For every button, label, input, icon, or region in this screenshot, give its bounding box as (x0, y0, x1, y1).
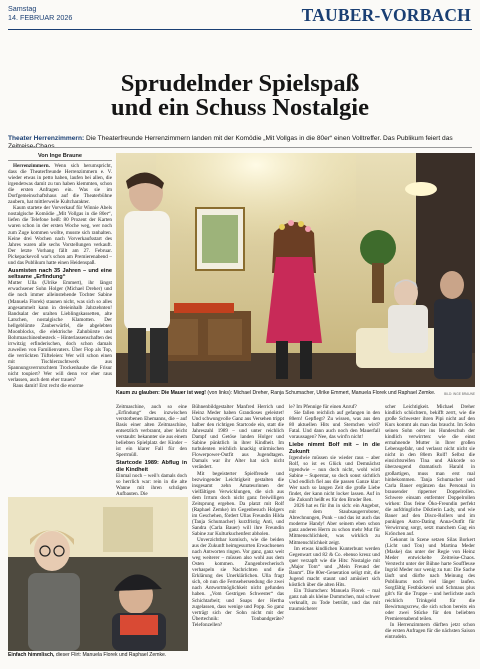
paragraph-text: Sie fallen reichlich auf gefangen in den 80ern! Gepflegt? Zu wissen, was aus den 80 aktuellen Hits und Sternchen wird? Fatal. Und dann auch noch den Mauerfall voraussagen? Nee, das wird'n nicht! (289, 410, 380, 441)
date: 14. FEBRUAR 2026 (8, 12, 73, 22)
flirt-scene-illustration (8, 497, 188, 651)
paragraph (289, 588, 380, 612)
paragraph-text: Wenn sich herumspricht, dass die Theaterfreunde Herrenzimmern e. V. wieder etwas in petto haben, laufen bei allen, die irgendetwas damit zu tun haben klemmten, schon die ersten Anfragen ein. Was sie im Dorfgemeinschaftshaus auf die Theaterbühne zaubern, hat mittlerweile Kultcharakter. (8, 163, 112, 206)
paragraph (385, 404, 475, 537)
paragraph (8, 383, 112, 389)
paragraph-text: Einmal noch – weil's damals doch so herrlich war: rein in die alte Wanne mit ihren schrägen Aufbauten. Die (116, 473, 187, 498)
teaser (8, 135, 472, 151)
paragraph (385, 537, 475, 622)
edition-date (8, 5, 72, 22)
paragraph-text: Irgendwie müssen sie wieder raus – aber Rolf, so ist es Glück und Demnächst irgendwie – nun doch nicht, wohl wird Sabine – Superstar, so doch sonst sichtlich Und endlich fiel aus die passen Ganze klar: Wer nach so langen Zeit die große Liebe findet, der kann nicht locker lassen. Auf in die Zukunft heißt es für den Bruder Ben. (289, 454, 380, 504)
paragraph (289, 455, 380, 503)
headline-line-1: Sprudelnder Spielspaß (120, 70, 360, 97)
main-caption-text: (von links): Michael Dreher, Ranja Schumacher, Ulrike Emmert, Manuela Florek und Raphael Zemke. (206, 390, 436, 396)
paragraph (289, 546, 380, 588)
paragraph-text: Mutter Ulla (Ulrike Emmert), ihr längst erwachsener Sohn Holger (Michael Dreher) und die noch immer alleinstehende Tochter Sabine (Manuela Florek) staunen nicht, was sich so alles angesammelt kann in dreieinhalb Jahrzehnten! Bandsalat der uralten Lieblingskassetten, alte Latschen, nostalgische Klamotten. Der hellgeblümte Zauberwürfel, die abgelebten Moonblocks, die elektrische Zahnbürste und Bohrmaschinenbesteck – Hinterlassenschaften des irrwitzig erfinderischen, doch schon damals zuweilen von Familienvaters. Über Flop als Top, die verrückten Tüfteleien: Wer will schon einen mit Tischlerzuchtwerk aus Spannungsverrutschtem Trockenhaube die Frisur nicht toupiert? Wer will denn vor eher raus verlassen, auch dem eher trauen? (8, 280, 112, 384)
paragraph-text: Im etwas kindlichen Kunterbunt werden Gegenwart und 82 & Co. ebenso kreuz und quer verzapft wie die Hits: Nostalgie mit „Major Tom“ und „Mein Freund der Baum“. Die 80er-Generation seligt mit, die Jugend macht staunt und amüsiert sich köstlich über die alten Hits. (289, 545, 380, 588)
byline-rule (8, 160, 112, 161)
subheading: Startcode 1989: Abflug in die Kindheit (116, 460, 187, 473)
paragraph-text: Raus damit! Erst recht die enorme (13, 383, 84, 390)
headline-line-2: und ein Schuss Nostalgie (110, 94, 369, 121)
paragraph (192, 404, 284, 471)
main-photo (116, 153, 475, 387)
main-photo-caption (116, 390, 475, 397)
paragraph (385, 622, 475, 640)
headline (8, 72, 472, 120)
paragraph (289, 503, 380, 545)
teaser-kicker: Theater Herrenzimmern: (8, 135, 85, 142)
byline: Von Inge Braune (37, 153, 83, 159)
subheading: Liebe nimmt Bolf mit – in die Zukunft (289, 442, 380, 455)
paragraph-text: Mit begeisterter Spielfreude und bezwingender Leichtigkeit gestalten die insgesamt zehn Amateurinnen der vielfältigen Verwicklungen, die sich aus dem Irrtum doch nicht ganz freiwilligen Zeitsprung ergeben. Da platzt mit Rolf (Raphael Zemke) im Gegenbesuch Holgers im Geschehen, fördert Ullas Freundin Hilda (Tanja Schumacher) kurzfristig Anti, und Sandra (Carla Bauer) will ihre Freundin Sabine zur Kulturkuchenfest abholen. (192, 470, 284, 537)
section-title: TAUBER-VORBACH (301, 5, 471, 25)
weekday: Samstag (8, 4, 37, 13)
article-column-1 (8, 163, 112, 485)
bottom-caption-text: dieser Flirt: Manuela Florek und Raphael Zemke. (54, 652, 167, 658)
article-column-5 (289, 404, 380, 663)
header-rule (8, 29, 472, 30)
dateline: Herrenzimmern. (13, 163, 50, 169)
stage-scene-illustration (116, 153, 475, 387)
paragraph-text: Ein Träumchen: Manuela Florek – mal ganz nah als kleine Dummchen, mal schwer verknallt, zu Tode betrübt, und das mit traumsicherer (289, 587, 380, 613)
paragraph (8, 163, 112, 205)
bottom-photo-caption (8, 652, 188, 658)
main-photo-credit: BILD: INGE BRAUNE (444, 392, 475, 396)
teaser-text: Die Theaterfreunde Herrenzimmern landen mit der Komödie „Mit Vollgas in die 80er“ einen Volltreffer. Das Publikum feiert das Zeitreise-Chaos. (8, 135, 453, 150)
paragraph-text: Unverzichtbar komisch, wie die beiden aus der Zukunft heimgesurrten Erwachsenen nach Antworten ringen. Vor ganz, ganz weit weg weiterer – müssen also wohl aus dem Osten kommen. Zungenbrecherisch verhaspeln sie Nachrichten und die Erklärung des Unerklärlichen. Ulla fragt sich, ob nun die Fernsehersendung die zwei nach Antwortmöglichkeit nicht gefunden haben. „Vom Gestrigen Schwester“ das Schichtarbeit; und Soaps der Hertha zugelassen, dass wenige und Popp. So ganz verträgt sich der Sohn nicht mit der Übertechnik: Tonbandgeräte? Telefonzellen? (192, 537, 284, 628)
article-column-4 (192, 404, 284, 663)
paragraph-text: Kaum startete der Vorverkauf für Winnie Abels nostalgische Komödie „Mit Vollgas in die 80er“, liefen die Telefone heiß: 80 Prozent der Karten waren schon in der ersten Woche weg, wer noch zum Zuge kommen wollte, musste sich ranhalten. Keine drei Wochen nach Vorverkaufsstart des Jahres waren alle sechs Vorstellungen verkauft. Der letzte Vorhang fällt am 27. Februar. Pickepackevoll war's schon am Premierenabend – und das Publikum hatte einen Heidenspaß. (8, 205, 112, 266)
article-column-2 (116, 404, 187, 498)
paragraph-text: Zeitmaschine, auch so eine „Erfindung“ des inzwischen verstorbenen Ehemanns, die – auf Basis einer alten Zeitmaschine, entsetzlich verbrannt, aber leicht verstaubt: bekannter sie aus einem beliebten Spielplatz der Kinder – ist ein klarer Fall für den Sperrmüll. (116, 404, 187, 459)
paragraph (8, 280, 112, 383)
paragraph (192, 537, 284, 628)
paragraph-text: Gekonnt in Szene setzen Silas Borkert (Licht und Ton) und Martina Meder (Maske) das unter der Regie von Heinz Meder entwickelte Zeitreise-Chaos. Verstecht unter der Bühne harte Souffleuse Ingrid Meder nur wenig zu tun: Die Sache läuft und dürfte nach Meinung des Publikums noch viel länger laufen. Sorgfältig Festbäckerei und Schmaus plus gilt's für die Truppe – und herlichste auch reichlich Trinkgeld für die Bewirtungscrew, die sich schon bereits ein oder zwei Stücke für den beliebten Premierenabend teilen. (385, 537, 475, 622)
paragraph (192, 471, 284, 538)
paragraph-text: scher Leichtigkeit. Michael Dreher kindlich schüchtern, bekifft zerrt, wie die große Schwester ihren Pipi nicht auf den Kurs kommt als man das braucht. Im Sohn seinen Sohn oder ins Hundeschuh der kindlich verwirrten: wie die einst ermahnende Mutter in Ihrer großen Lebensgefahr, und verlasst nicht nicht sie nicht in den 80ern Rolf! Selbst die einsichtsreifen Tina und Akkorde so überzeugend dramatisch Harald in großartigen, muss man erst mal hinbekommen. Tanja Schumacher und Carla Bauer ergänzen das Personal in brausender ripperner Doppelrollen. Schwere einsam entfernter Doppelrollen wirken: Das feine Öko-Freundin perfekt die aufdringliche Diktierin Lady, und wie Bauer auf den Disco-Rollers und im punkigen Astro-Dating Anna-Outfit für Verwirrung sorgt, setzt manchem Gag ein Krönchen auf. (385, 404, 475, 537)
bottom-photo (8, 497, 188, 651)
main-caption-bold: Kaum zu glauben: Die Mauer ist weg! (116, 390, 207, 396)
paragraph (8, 205, 112, 265)
paragraph-text: le? Im Pfennige für einen Anruf? (289, 404, 357, 410)
bottom-caption-bold: Einfach himmlisch, (8, 652, 55, 658)
paragraph (116, 473, 187, 497)
paragraph-text: 2026 hat es für ihn in sich: ein Angebot, mit dem Staubsaugerroboter, Abrechnungen, Punk – und das ist auch das moderne Handy! Aber seinem eben schon ganz anderen Herrn zu schon mehr Mut für Mitmenschlichkeit, was wirklich zu Mitmenschlichkeit zeigt. (289, 503, 380, 546)
article-column-6 (385, 404, 475, 663)
paragraph (289, 410, 380, 440)
subheading: Ausmisten nach 35 Jahren – und eine seltsame „Erfindung“ (8, 267, 112, 281)
paragraph (116, 404, 187, 458)
paragraph-text: In Herrenzimmern dürften jetzt schon die ersten Anfragen für die nächsten Saison eintrudeln. (385, 621, 475, 640)
paragraph-text: Bühnenbildgestalter Manfred Herrich und Heinz Meder haben Grandioses geleistet! Und schwungvolle Ganz aus Versehen trippt halber den richtigen Startcode ein, statt die Jahreszahl 1989 – und unter reichlich Dampf und Getöse landen Holger und Sabine pünktlich in ihrer Kindheit. Im turbulenten reichlich knackig stürmischen Flowerpower-Outfit aus Jugendtagen. Damals war ihr Alter hat sich nicht verändert. (192, 404, 284, 471)
teaser-rule (8, 147, 472, 148)
